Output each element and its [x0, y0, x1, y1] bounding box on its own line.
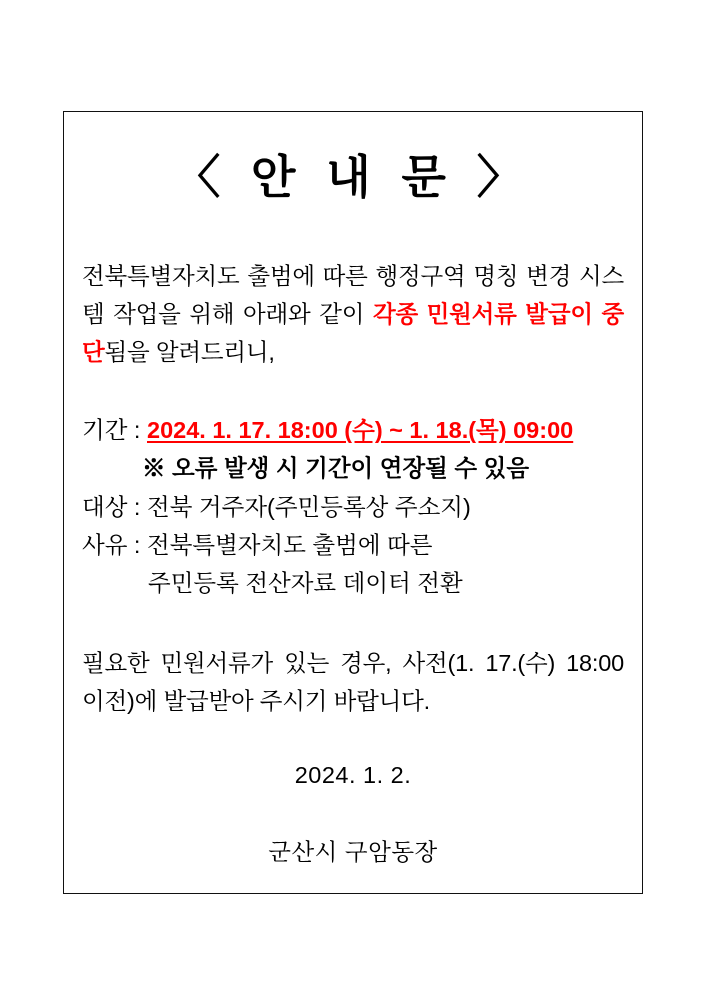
- field-reason-value: 전북특별자치도 출범에 따른: [147, 531, 433, 558]
- field-period-label: 기간 :: [82, 417, 141, 444]
- field-reason-continuation: 주민등록 전산자료 데이터 전환: [148, 569, 463, 596]
- intro-paragraph: [82, 257, 624, 371]
- notice-box: [63, 111, 643, 894]
- field-period-value: 2024. 1. 17. 18:00 (수) ~ 1. 18.(목) 09:00: [147, 417, 574, 444]
- field-target-value: 전북 거주자(주민등록상 주소지): [147, 493, 471, 520]
- page-title: 〈 안 내 문 〉: [174, 151, 532, 203]
- notice-content: [82, 112, 624, 893]
- field-period: [82, 411, 624, 449]
- request-paragraph: 필요한 민원서류가 있는 경우, 사전(1. 17.(수) 18:00 이전)에 발급받아 주시기 바랍니다.: [82, 649, 624, 714]
- intro-text-before: 전북특별자치도 출범에 따른 행정구역 명칭 변경 시스템 작업을 위해 아래와 같이: [82, 263, 624, 328]
- intro-highlight: 각종 민원서류 발급이 중단: [82, 301, 625, 366]
- field-reason: [82, 526, 624, 564]
- document-date: 2024. 1. 2.: [294, 761, 412, 788]
- field-target-label: 대상 :: [82, 493, 141, 520]
- document-issuer: 군산시 구암동장: [268, 838, 438, 865]
- field-period-note: ※ 오류 발생 시 기간이 연장될 수 있음: [142, 455, 530, 482]
- field-reason-label: 사유 :: [82, 531, 141, 558]
- intro-text-after: 됨을 알려드리니,: [104, 339, 275, 366]
- field-target: [82, 488, 624, 526]
- detail-fields: [82, 411, 624, 601]
